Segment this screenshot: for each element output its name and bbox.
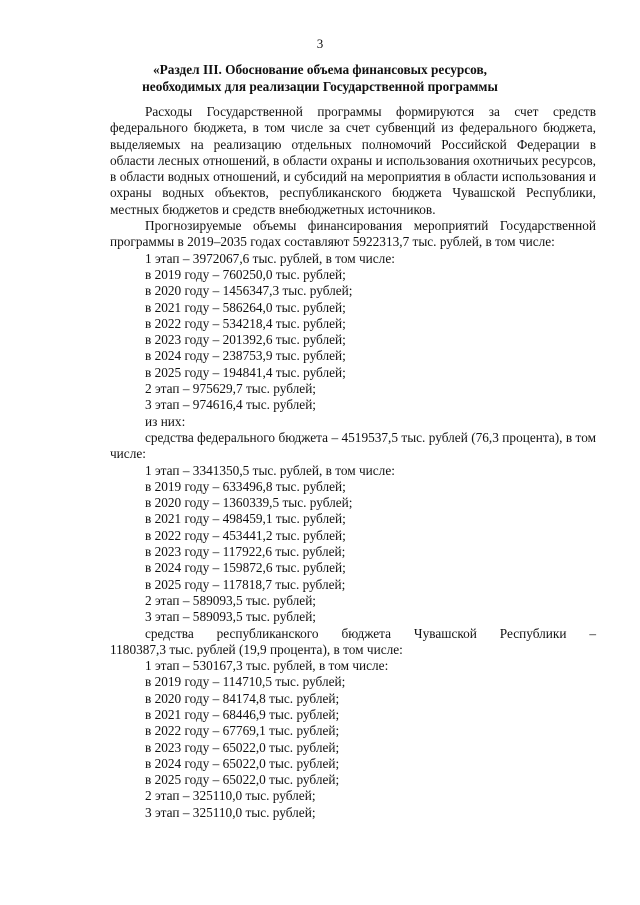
list-item: 3 этап – 325110,0 тыс. рублей; [145, 804, 316, 820]
word: республиканского [216, 625, 319, 641]
intro-paragraph: Расходы Государственной программы формируются за счет средств федерального бюджета, в том числе за счет субвенций из федерального бюджета, выделяемых на реализацию отдельных полномочий Российской Федерации в области лесных отношений, в области охраны и использования охотничьих ресурсов, в области водных отношений, и субсидий на мероприятия в области использования и охраны водных объектов, республиканского бюджета Чувашской Республики, местных бюджетов и средств внебюджетных источников. [110, 104, 596, 217]
list-item: в 2024 году – 65022,0 тыс. рублей; [145, 755, 340, 771]
list-item: в 2025 году – 194841,4 тыс. рублей; [145, 364, 346, 380]
list-item: в 2020 году – 84174,8 тыс. рублей; [145, 690, 340, 706]
list-item: в 2023 году – 65022,0 тыс. рублей; [145, 739, 340, 755]
section-heading-line-1: «Раздел III. Обоснование объема финансовых ресурсов, [153, 62, 487, 77]
list-item: в 2021 году – 498459,1 тыс. рублей; [145, 511, 346, 527]
list-item: 2 этап – 589093,5 тыс. рублей; [145, 592, 317, 608]
list-item: 1 этап – 3972067,6 тыс. рублей, в том числе: [145, 250, 395, 266]
list-item: в 2022 году – 67769,1 тыс. рублей; [145, 723, 340, 739]
list-item: в 2019 году – 114710,5 тыс. рублей; [145, 674, 346, 690]
list-item: в 2023 году – 201392,6 тыс. рублей; [145, 332, 346, 348]
document-body [110, 104, 596, 821]
word: Чувашской [413, 625, 477, 641]
list-item: в 2020 году – 1360339,5 тыс. рублей; [145, 495, 353, 511]
total-breakdown [110, 251, 596, 430]
list-item: в 2021 году – 68446,9 тыс. рублей; [145, 706, 340, 722]
list-item: 3 этап – 974616,4 тыс. рублей; [145, 397, 317, 413]
list-item: 1 этап – 3341350,5 тыс. рублей, в том числе: [145, 462, 395, 478]
section-heading [100, 61, 540, 95]
list-item: в 2020 году – 1456347,3 тыс. рублей; [145, 283, 353, 299]
list-item: в 2022 году – 453441,2 тыс. рублей; [145, 527, 346, 543]
list-item: 3 этап – 589093,5 тыс. рублей; [145, 609, 317, 625]
republic-breakdown [110, 658, 596, 821]
word: бюджета [341, 625, 392, 641]
list-item: в 2021 году – 586264,0 тыс. рублей; [145, 299, 346, 315]
list-item: из них: [145, 413, 186, 429]
list-item: в 2019 году – 760250,0 тыс. рублей; [145, 266, 346, 282]
page-number: 3 [316, 36, 324, 51]
list-item: в 2025 году – 117818,7 тыс. рублей; [145, 576, 346, 592]
list-item: 2 этап – 325110,0 тыс. рублей; [145, 788, 316, 804]
list-item: 1 этап – 530167,3 тыс. рублей, в том числе: [145, 658, 389, 674]
republic-intro-line-1 [110, 626, 596, 642]
list-item: в 2024 году – 238753,9 тыс. рублей; [145, 348, 346, 364]
word: – [589, 625, 597, 641]
list-item: в 2023 году – 117922,6 тыс. рублей; [145, 544, 346, 560]
word: средства [145, 625, 194, 641]
word: Республики [499, 625, 567, 641]
republic-intro-line-2: 1180387,3 тыс. рублей (19,9 процента), в том числе: [110, 641, 403, 657]
list-item: 2 этап – 975629,7 тыс. рублей; [145, 381, 317, 397]
list-item: в 2025 году – 65022,0 тыс. рублей; [145, 772, 340, 788]
list-item: в 2019 году – 633496,8 тыс. рублей; [145, 478, 346, 494]
list-item: в 2024 году – 159872,6 тыс. рублей; [145, 560, 346, 576]
forecast-paragraph: Прогнозируемые объемы финансирования мероприятий Государственной программы в 2019–2035 годах составляют 5922313,7 тыс. рублей, в том числе: [110, 218, 596, 250]
section-heading-line-2: необходимых для реализации Государственной программы [142, 79, 498, 94]
federal-intro: средства федерального бюджета – 4519537,5 тыс. рублей (76,3 процента), в том числе: [110, 429, 596, 462]
federal-breakdown [110, 463, 596, 626]
list-item: в 2022 году – 534218,4 тыс. рублей; [145, 315, 346, 331]
